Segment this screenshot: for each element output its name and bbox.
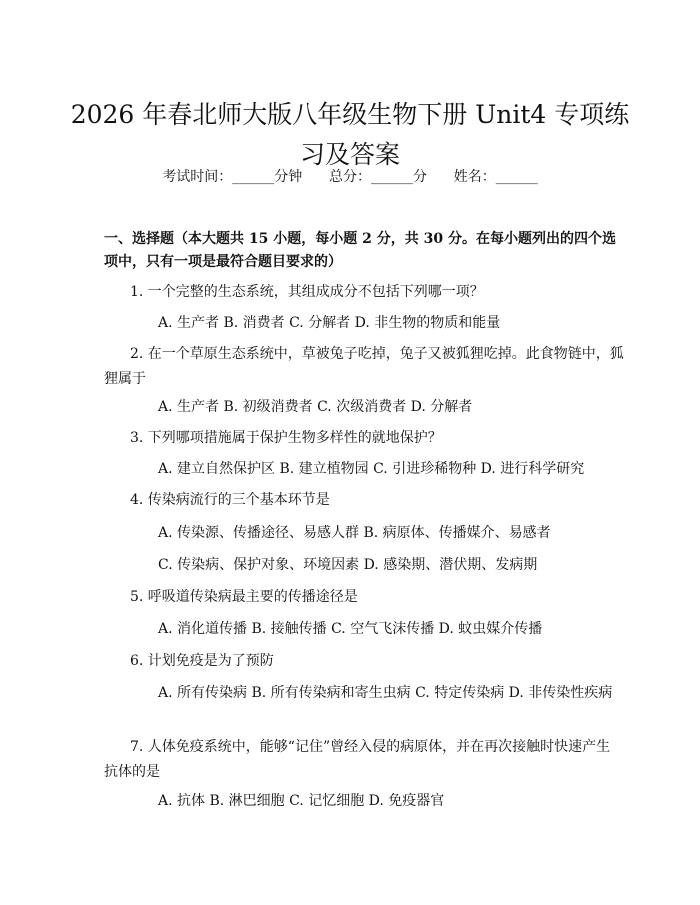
exam-meta-line: 考试时间：______分钟 总分：______分 姓名：______ — [162, 169, 538, 185]
question-1-stem: 1. 一个完整的生态系统，其组成成分不包括下列哪一项？ — [130, 284, 484, 300]
question-2-stem: 2. 在一个草原生态系统中，草被兔子吃掉，兔子又被狐狸吃掉。此食物链中，狐狸属于 — [104, 346, 624, 387]
question-7-options: A. 抗体 B. 淋巴细胞 C. 记忆细胞 D. 免疫器官 — [158, 793, 445, 809]
question-4-options-line-1: A. 传染源、传播途径、易感人群 B. 病原体、传播媒介、易感者 — [158, 525, 551, 541]
question-2-options: A. 生产者 B. 初级消费者 C. 次级消费者 D. 分解者 — [158, 399, 473, 415]
question-5-stem: 5. 呼吸道传染病最主要的传播途径是 — [130, 589, 358, 605]
question-4-options-line-2: C. 传染病、保护对象、环境因素 D. 感染期、潜伏期、发病期 — [158, 557, 538, 573]
question-4-stem: 4. 传染病流行的三个基本环节是 — [130, 492, 330, 508]
question-7-stem: 7. 人体免疫系统中，能够“记住”曾经入侵的病原体，并在再次接触时快速产生抗体的是 — [104, 739, 611, 780]
question-5-options: A. 消化道传播 B. 接触传播 C. 空气飞沫传播 D. 蚊虫媒介传播 — [158, 621, 543, 637]
question-1-options: A. 生产者 B. 消费者 C. 分解者 D. 非生物的物质和能量 — [158, 315, 501, 331]
question-6-options: A. 所有传染病 B. 所有传染病和寄生虫病 C. 特定传染病 D. 非传染性疾病 — [158, 685, 613, 701]
question-6-stem: 6. 计划免疫是为了预防 — [130, 653, 274, 669]
question-3-options: A. 建立自然保护区 B. 建立植物园 C. 引进珍稀物种 D. 进行科学研究 — [158, 461, 585, 477]
section-heading: 一、选择题（本大题共 15 小题，每小题 2 分，共 30 分。在每小题列出的四个选项中，只有一项是最符合题目要求的） — [104, 231, 616, 270]
question-3-stem: 3. 下列哪项措施属于保护生物多样性的就地保护？ — [130, 430, 442, 446]
document-title: 2026 年春北师大版八年级生物下册 Unit4 专项练习及答案 — [70, 99, 630, 169]
